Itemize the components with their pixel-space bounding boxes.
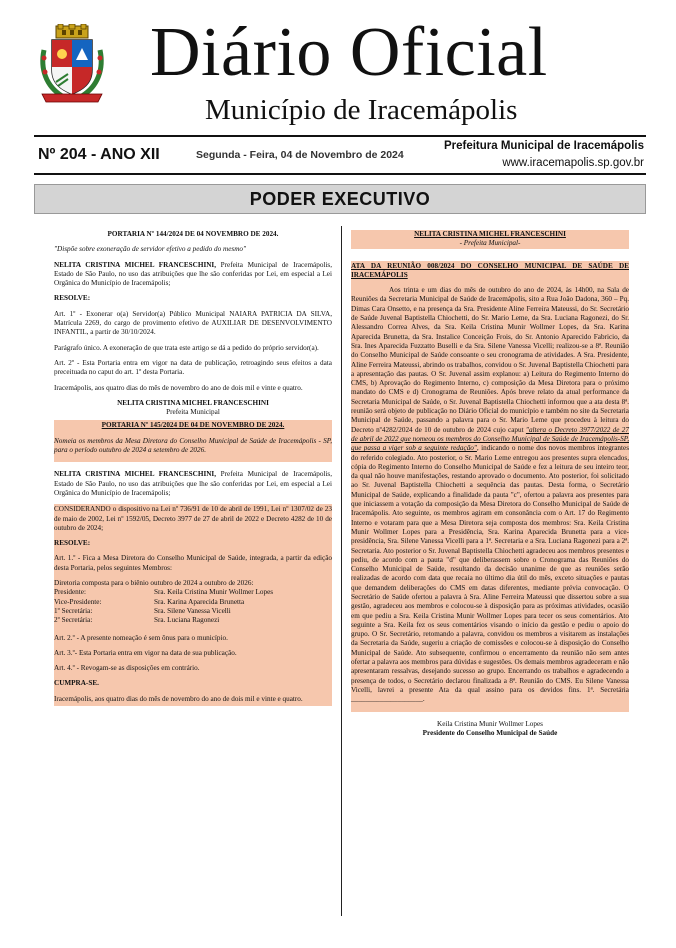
municipality-subtitle: Município de Iracemápolis	[205, 94, 518, 126]
portaria-145-art4: Art. 4.º - Revogam-se as disposições em contrário.	[54, 664, 200, 673]
portaria-144-art2: Art. 2º - Esta Portaria entra em vigor na data de publicação, retroagindo seus efeitos a data preceituada no caput do art. 1º desta Portaria.	[54, 358, 332, 377]
portaria-145-body	[54, 504, 332, 706]
issue-number: Nº 204 - ANO XII	[38, 146, 160, 163]
portaria-144-resolve: RESOLVE:	[54, 294, 91, 303]
portaria-144-ementa: "Dispõe sobre exoneração de servidor efetivo a pedido do mesmo"	[54, 245, 247, 254]
member-row: Vice-Presidente: Sra. Karina Aparecida Brunetta	[54, 597, 245, 606]
issue-date: Segunda - Feira, 04 de Novembro de 2024	[196, 149, 404, 161]
masthead	[0, 0, 676, 132]
ata-body: Aos trinta e um dias do mês de outubro do ano de 2024, às 14h00, na Sala de Reuniões da Secretaria Municipal de Saúde de Iracemápolis, sito a Rua João Dadona, 360 – Pq. Dimas Cara Onsetto, e na presença da Sra. Presidente Aline Ferreira Mateussi, do Sr. Secretário de Saúde Juvenal Baptistella Chiochetti, do Sr. Mario Leme, da Sra. Luciana Ragonezi, do Sr. Alessandro Correa Alves, da Sra. Keila Cristina Munir Wollmer Lopes, da Sra. Karina Aparecida Brunetta, da Sra. Instalice Conceição Frois, do Sr. Antonio Aparecido Fabricio, da Sra. Ines Aparecida Fuzzatto Buselli e da Sra. Silene Vanessa Vicelli; realizou-se a 8ª. Reunião do Conselho Municipal de Saúde consoante o seu cronograma de atividades. A Sra. Presidente, Aline Ferreira Mateussi, abrindo os trabalhos, convidou o Sr. Juvenal Baptistella Chiochetti para a apresentação das pautas. O Sr. Juvenal assim explanou: a) Leitura do Regimento Interno do CMS, b) Aprovação do Regimento Interno, c) composição da Mesa Diretora para o próximo mandato do CMS e d) Cronograma de Reuniões. Após breve relato da atual performance da Secretaria Municipal de Saúde, o Sr. Juvenal Baptistella Chiochetti informou que a ata desta 8ª. reunião será objeto de publicação no Diário Oficial do município e também no site da Secretaria Municipal de Saúde, passando a palavra para o Sr. Mario Leme que procedeu à leitura do Decreto nº4282/2024 de 10 de outubro de 2024 cujo caput "altera o Decreto 3977/2022 de 27 de abril de 2022 que nomeou os membros do Conselho Municipal de Saúde de Iracemápolis-SP, que passa a viger sob a seguinte redação", indicando o nome dos novos membros integrantes do referido colegiado. Ato posterior, o Sr. Mario Leme entregou aos presentes supra elencados, cópia do Regimento Interno do Conselho Municipal de Saúde e fez a leitura de seu inteiro teor, da qual não houve manifestações, restando aprovado o documento. Ato posterior, foi solicitado ao Sr. Juvenal Baptistella Chiochetti a sequência das pautas. Desta forma, o Secretário Municipal de Saúde, explicando a finalidade da pauta "c", ofertou a palavra aos presentes para que iniciassem a votação da composição da Mesa Diretora do Conselho Municipal de Saúde de Iracemápolis. Ato seguinte, os membros agiram em consonância com o Art. 17 do Regimento Interno e votaram para que a Mesa Diretora seja composta dos membros: Sra. Keila Cristina Munir Wollmer Lopes para a Presidência, Sra. Karina Aparecida Brunetta para a vice-presidência, Sra. Silene Vanessa Vicelli para a 1ª. Secretaria e a Sra. Luciana Ragonezi para a 2ª. Secretaria. Ato posterior o Sr. Juvenal Baptistella Chiochetti agradeceu aos membros presentes e pediu, de acordo com a pauta "d" que deliberassem sobre o Cronograma das Reuniões do Conselho Municipal de Saúde, resultando da decisão unanime de que as reuniões serão realizadas de acordo com data que recaia no último dia útil do mês, exceto situações e pautas que demandem deliberações do CMS em datas diferentes, mediante prévia convocação. O Secretário de Saúde ofertou a palavra à Sra. Aline Ferreira Mateussi que dissertou sobre a sua gestão, agradeceu aos membros e colocou-se à disposição para as próximas atividades, ocasião em que pediu a Sra. Keila Cristina Munir Wollmer Lopes para tecer os seus comentários. Ato seguinte a Sra. Keila fez os seus comentários visando o início da gestão e pediu o apoio do grupo. O Sr. Secretário, retomando a palavra, convidou os membros a visitarem as instalações da Secretaria da Saúde, sugeriu a criação de comissões e colocou-se à disposição do Conselho Municipal de Saúde. Ato subsequente, confirmou o encerramento da reunião não sem antes ofertar a palavra aos membros para dúvidas e sugestões. Os demais membros agradeceram e não apresentaram ressalvas, desejando sucesso ao grupo. Encerrando os trabalhos e agradecendo a presença de todos, o Secretário declarou finalizada a 8ª. Reunião do CMS. Eu Silene Vanessa Vicelli, lavrei a presente Ata da qual assino para os devidos fins. 1ª. Secretária ____________________.	[351, 286, 629, 704]
website-link[interactable]: www.iracemapolis.sp.gov.br	[502, 157, 644, 169]
portaria-145-heading: PORTARIA Nº 145/2024 DE 04 DE NOVEMBRO DE 2024.	[101, 421, 285, 430]
ata-signature: Keila Cristina Munir Wollmer Lopes Presidente do Conselho Municipal de Saúde	[422, 719, 558, 737]
portaria-145-cumpra: CUMPRA-SE.	[54, 679, 99, 688]
right-column	[351, 230, 629, 744]
newspaper-title: Diário Oficial	[150, 14, 548, 91]
member-row: Presidente: Sra. Keila Cristina Munir Wollmer Lopes	[54, 588, 274, 597]
column-divider	[341, 226, 342, 916]
left-column	[54, 230, 332, 706]
member-row: 2º Secretária: Sra. Luciana Ragonezi	[54, 616, 220, 625]
issue-info-bar	[34, 135, 646, 175]
portaria-145-resolve: RESOLVE:	[54, 539, 91, 548]
portaria-144-preamble: NELITA CRISTINA MICHEL FRANCESCHINI, Prefeita Municipal de Iracemápolis, Estado de São Paulo, no uso das atribuições que lhe são conferidas por Lei, em especial a Lei Orgânica do Município de Iracemápolis;	[54, 260, 332, 288]
member-row: 1º Secretária: Sra. Silene Vanessa Vicelli	[54, 606, 231, 615]
portaria-145-preamble: NELITA CRISTINA MICHEL FRANCESCHINI, Prefeita Municipal de Iracemápolis, Estado de São Paulo, no uso das atribuições que lhe são conferidas por Lei, em especial a Lei Orgânica do Município de Iracemápolis;	[54, 470, 332, 497]
coat-of-arms-icon	[38, 24, 106, 104]
portaria-145-closing: Iracemápolis, aos quatro dias do mês de novembro do ano de dois mil e vinte e quatro.	[54, 694, 303, 703]
right-signature: NELITA CRISTINA MICHEL FRANCESCHINI - Prefeita Municipal-	[351, 230, 629, 249]
portaria-145-art1: Art. 1.º - Fica a Mesa Diretora do Conselho Municipal de Saúde, integrada, a partir da edição desta Portaria, pelos seguintes Membros:	[54, 554, 332, 572]
portaria-145-considerando: CONSIDERANDO o dispositivo na Lei nº 736/91 de 10 de abril de 1991, Lei nº 1307/02 de 23 de maio de 2002, Lei nº 1592/05, Decreto 3977 de 27 de abril de 2022 e Decreto 4282 de 10 de outubro de 2024;	[54, 505, 332, 532]
portaria-144-paragrafo: Parágrafo único. A exoneração de que trata este artigo se dá a pedido do próprio servidor(a).	[54, 343, 319, 352]
portaria-145	[54, 420, 332, 462]
ata-reuniao	[351, 261, 629, 712]
prefeitura-name: Prefeitura Municipal de Iracemápolis	[443, 140, 644, 152]
portaria-145-art2: Art. 2.º - A presente nomeação é sem ônus para o município.	[54, 633, 228, 642]
portaria-144-art1: Art. 1º - Exonerar o(a) Servidor(a) Público Municipal NAIARA PATRICIA DA SILVA, Matrícula 2269, do cargo de provimento efetivo de AUXILIAR DE DESENVOLVIMENTO INFANTIL, a partir de 30/10/2024.	[54, 309, 332, 337]
portaria-145-art3: Art. 3.º- Esta Portaria entra em vigor na data de sua publicação.	[54, 648, 237, 657]
portaria-144-closing: Iracemápolis, aos quatro dias do mês de novembro do ano de dois mil e vinte e quatro.	[54, 383, 303, 392]
portaria-145-ementa: Nomeia os membros da Mesa Diretora do Conselho Municipal de Saúde de Iracemápolis - SP, para o período outubro de 2024 a setembro de 2026.	[54, 436, 332, 455]
portaria-144-heading: PORTARIA Nº 144/2024 DE 04 NOVEMBRO DE 2024.	[107, 230, 279, 238]
section-banner: PODER EXECUTIVO	[34, 184, 646, 214]
ata-heading: ATA DA REUNIÃO 008/2024 DO CONSELHO MUNICIPAL DE SAÚDE DE IRACEMÁPOLIS	[351, 261, 629, 279]
portaria-144-signature: NELITA CRISTINA MICHEL FRANCESCHINI Prefeita Municipal	[117, 398, 269, 417]
portaria-145-diretoria: Diretoria composta para o biênio outubro de 2024 a outubro de 2026: Presidente: Sra. Keila Cristina Munir Wollmer Lopes Vice-Presidente: Sra. Karina Aparecida Brunetta 1º Secretária: Sra. Silene Vanessa Vicelli 2º Secretária: Sra. Luciana Ragonezi	[54, 579, 332, 625]
